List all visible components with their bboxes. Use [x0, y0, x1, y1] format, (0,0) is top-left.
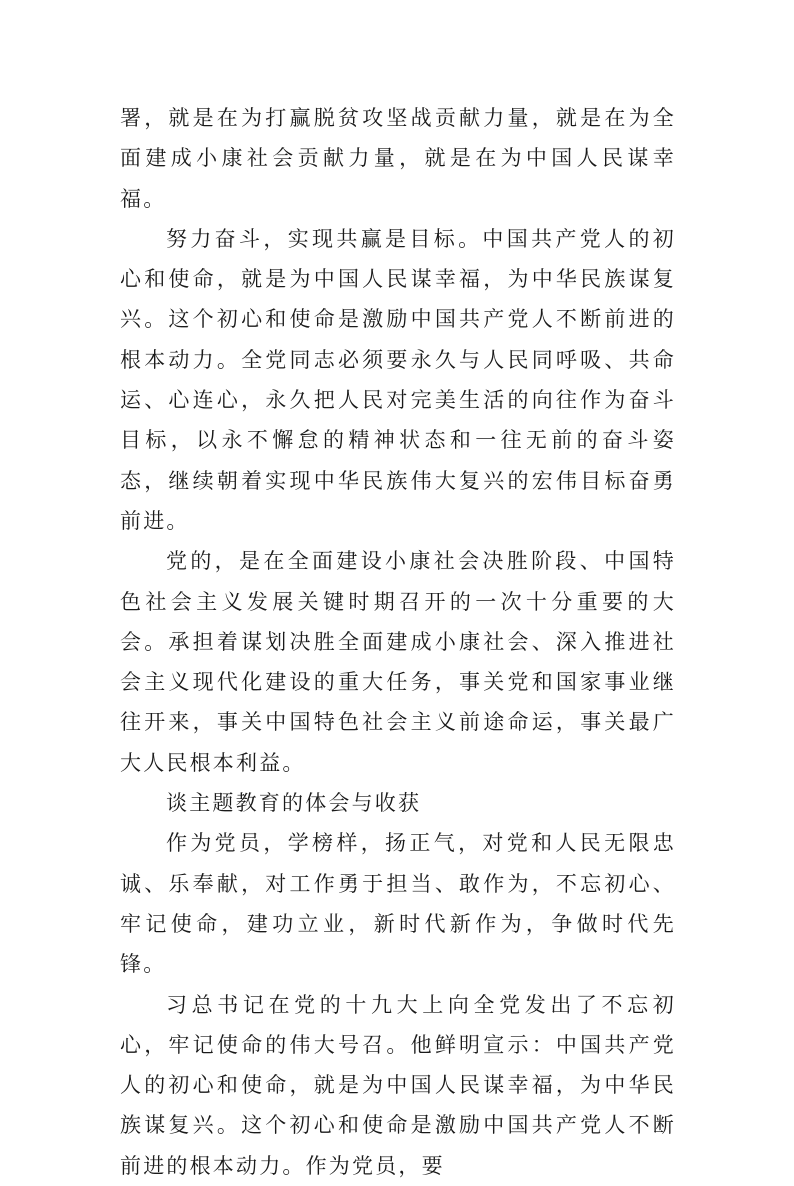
paragraph: 党的，是在全面建设小康社会决胜阶段、中国特色社会主义发展关键时期召开的一次十分重要的大会。承担着谋划决胜全面建成小康社会、深入推进社会主义现代化建设的重大任务，事关党和国家事业继往开来，事关中国特色社会主义前途命运，事关最广大人民根本利益。 [120, 549, 676, 775]
paragraph: 习总书记在党的十九大上向全党发出了不忘初心，牢记使命的伟大号召。他鲜明宣示：中国共产党人的初心和使命，就是为中国人民谋幸福，为中华民族谋复兴。这个初心和使命是激励中国共产党人不断前进的根本动力。作为党员，要 [120, 992, 676, 1178]
paragraph: 署，就是在为打赢脱贫攻坚战贡献力量，就是在为全面建成小康社会贡献力量，就是在为中国人民谋幸福。 [120, 106, 676, 211]
paragraph: 努力奋斗，实现共赢是目标。中国共产党人的初心和使命，就是为中国人民谋幸福，为中华民族谋复兴。这个初心和使命是激励中国共产党人不断前进的根本动力。全党同志必须要永久与人民同呼吸、共命运、心连心，永久把人民对完美生活的向往作为奋斗目标，以永不懈怠的精神状态和一往无前的奋斗姿态，继续朝着实现中华民族伟大复兴的宏伟目标奋勇前进。 [120, 226, 676, 533]
document-body [120, 98, 676, 1186]
paragraph: 作为党员，学榜样，扬正气，对党和人民无限忠诚、乐奉献，对工作勇于担当、敢作为，不忘初心、牢记使命，建功立业，新时代新作为，争做时代先锋。 [120, 831, 676, 977]
section-heading: 谈主题教育的体会与收获 [166, 791, 422, 816]
